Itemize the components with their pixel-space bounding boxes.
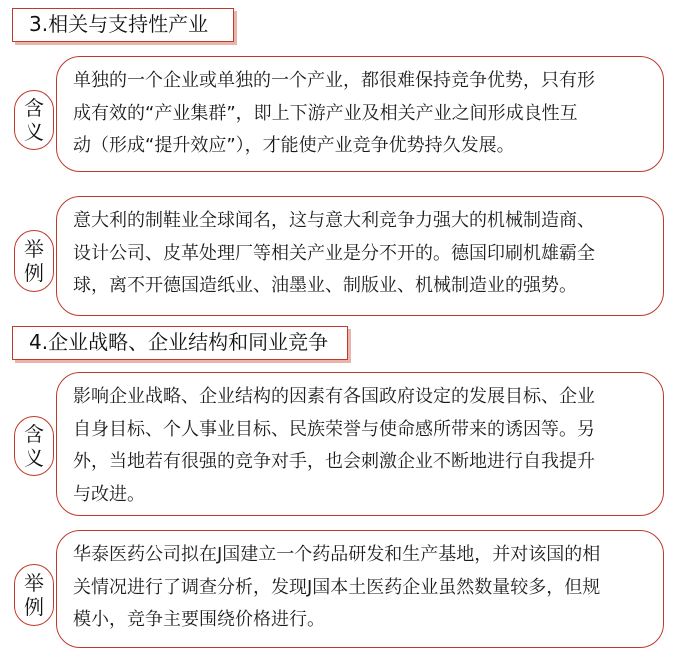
section-heading-text: 4.企业战略、企业结构和同业竞争 [29, 330, 329, 354]
example-text: 华泰医药公司拟在J国建立一个药品研发和生产基地，并对该国的相 关情况进行了调查分析，发现J国本土医药企业虽然数量较多，但规 模小，竞争主要围绕价格进行。 [73, 544, 601, 630]
example-tag [14, 564, 54, 626]
tag-char: 举 [24, 571, 44, 595]
tag-char: 例 [24, 595, 44, 619]
tag-char: 含 [24, 422, 44, 446]
tag-char: 义 [24, 120, 44, 144]
meaning-card [56, 372, 664, 516]
meaning-text: 单独的一个企业或单独的一个产业，都很难保持竞争优势，只有形 成有效的“产业集群”，即上下游产业及相关产业之间形成良性互 动（形成“提升效应”），才能使产业竞争优势持久发展。 [73, 70, 595, 156]
tag-char: 含 [24, 96, 44, 120]
meaning-tag [14, 416, 54, 476]
example-text: 意大利的制鞋业全球闻名，这与意大利竞争力强大的机械制造商、 设计公司、皮革处理厂等相关产业是分不开的。德国印刷机雄霸全 球，离不开德国造纸业、油墨业、制版业、机械制造业的强势。 [73, 210, 595, 296]
tag-char: 举 [24, 237, 44, 261]
tag-char: 例 [24, 261, 44, 285]
meaning-text: 影响企业战略、企业结构的因素有各国政府设定的发展目标、企业 自身目标、个人事业目标、民族荣誉与使命感所带来的诱因等。另 外，当地若有很强的竞争对手，也会刺激企业不断地进行自我提升 与改进。 [73, 386, 595, 505]
tag-char: 义 [24, 446, 44, 470]
section-heading-related-industries [12, 8, 234, 42]
meaning-card [56, 56, 664, 172]
example-card [56, 530, 664, 648]
example-tag [14, 230, 54, 292]
section-heading-strategy-structure-rivalry [12, 326, 348, 360]
example-card [56, 196, 664, 316]
meaning-tag [14, 90, 54, 150]
section-heading-text: 3.相关与支持性产业 [29, 12, 209, 36]
